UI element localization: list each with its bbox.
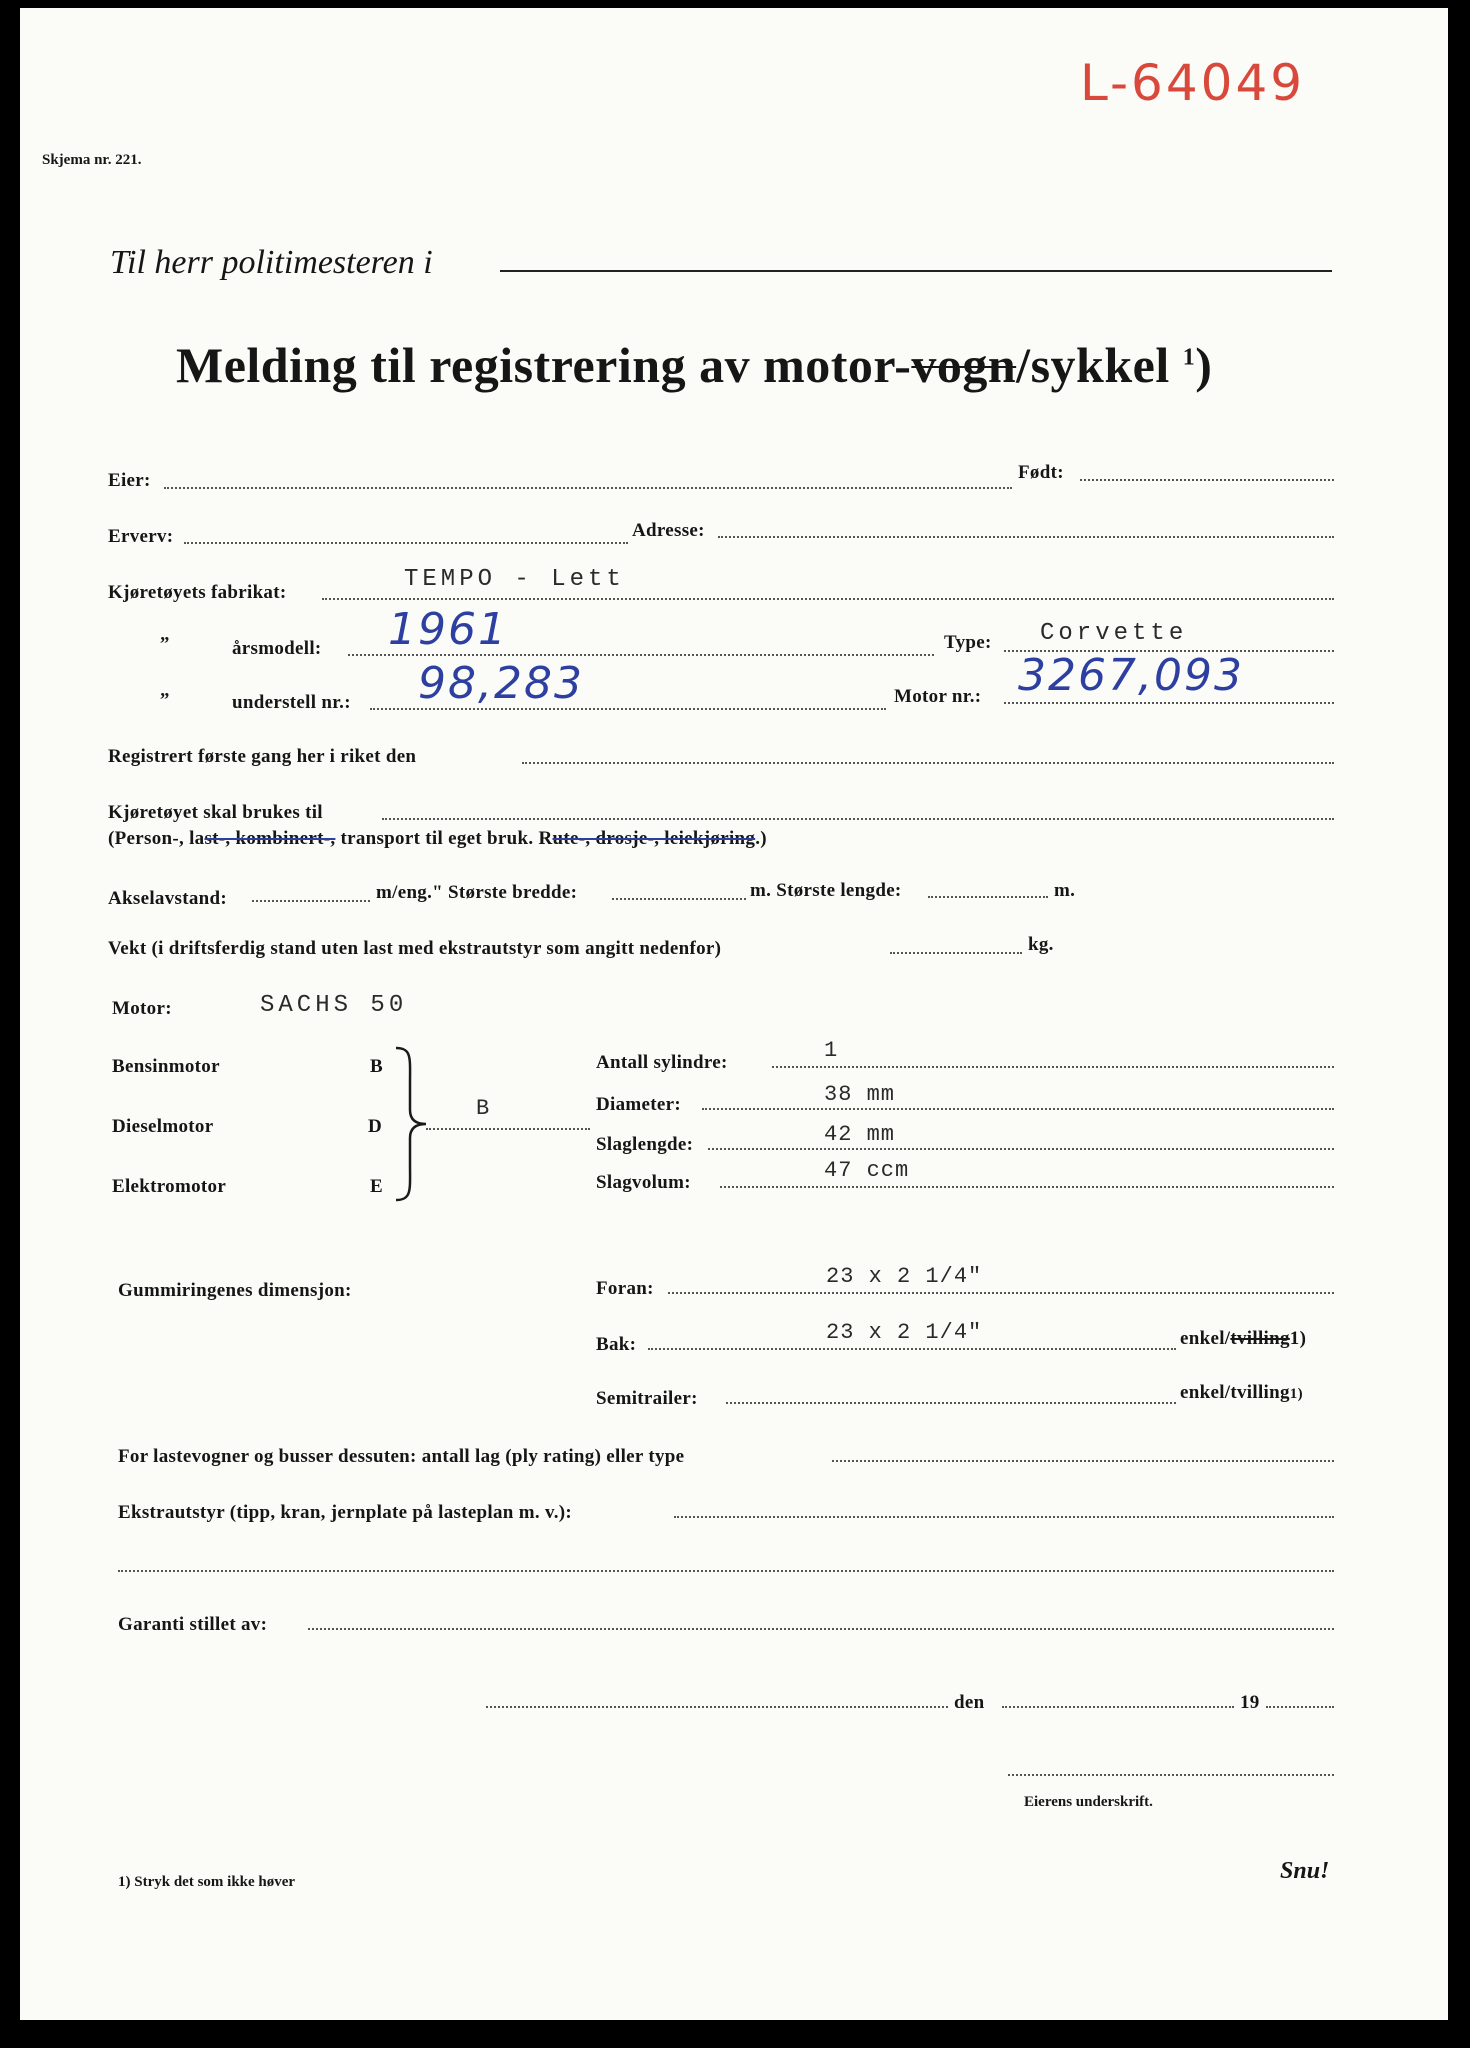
line-lastevogner (832, 1460, 1334, 1462)
usage-d-struck: ute-, drosje-, leiekjøring (552, 828, 756, 849)
line-brukes (382, 818, 1334, 820)
label-kg: kg. (1028, 934, 1054, 955)
line-place (486, 1706, 948, 1708)
label-arsmodell: årsmodell: (232, 638, 322, 659)
form-sheet (20, 8, 1448, 2020)
usage-b-struck: st-, kombinert-, (204, 828, 336, 849)
label-slagvolum: Slagvolum: (596, 1172, 691, 1193)
line-registrert (522, 762, 1334, 764)
line-diameter (702, 1108, 1334, 1110)
label-vekt: Vekt (i driftsferdig stand uten last med ekstrautstyr som angitt nedenfor) (108, 938, 722, 959)
line-vekt (890, 952, 1022, 954)
semi-suffix-sup: 1) (1289, 1386, 1303, 1402)
line-eier (164, 487, 1012, 489)
label-foran: Foran: (596, 1278, 654, 1299)
value-motor: SACHS 50 (260, 992, 408, 1019)
line-year (1266, 1706, 1334, 1708)
label-erverv: Erverv: (108, 526, 174, 547)
label-m-end: m. (1054, 880, 1076, 901)
line-arsmodell (348, 654, 934, 656)
turn-over-note: Snu! (1280, 1858, 1330, 1884)
label-lengde: m. Største lengde: (750, 880, 902, 901)
label-semitrailer: Semitrailer: (596, 1388, 698, 1409)
label-year-prefix: 19 (1240, 1692, 1260, 1713)
label-brukes: Kjøretøyet skal brukes til (108, 802, 323, 823)
title-struck: vogn (911, 337, 1017, 393)
line-slagvolum (720, 1186, 1334, 1188)
label-garanti: Garanti stillet av: (118, 1614, 268, 1635)
engine-selected: B (476, 1096, 491, 1121)
label-fabrikat: Kjøretøyets fabrikat: (108, 582, 287, 603)
label-registrert: Registrert første gang her i riket den (108, 746, 417, 767)
label-fodt: Født: (1018, 462, 1064, 483)
semi-suffix-text: enkel/tvilling (1180, 1382, 1290, 1403)
engine-type-elektro: Elektromotor (112, 1176, 227, 1197)
line-date (1002, 1706, 1234, 1708)
label-den: den (954, 1692, 985, 1713)
label-bredde: m/eng." Største bredde: (376, 882, 578, 903)
value-sylindre: 1 (824, 1038, 839, 1063)
label-lastevogner: For lastevogner og busser dessuten: antall lag (ply rating) eller type (118, 1446, 685, 1467)
label-diameter: Diameter: (596, 1094, 681, 1115)
label-aksel: Akselavstand: (108, 888, 227, 909)
engine-code-e: E (370, 1176, 383, 1197)
addressee-label: Til herr politimesteren i (110, 244, 433, 281)
label-eier: Eier: (108, 470, 151, 491)
line-understell (370, 708, 886, 710)
archive-number: L-64049 (1080, 54, 1306, 112)
value-bak: 23 x 2 1/4" (826, 1320, 983, 1345)
bak-suffix-sup: 1) (1289, 1328, 1307, 1349)
label-ekstrautstyr: Ekstrautstyr (tipp, kran, jernplate på lasteplan m. v.): (118, 1502, 572, 1523)
engine-code-d: D (368, 1116, 383, 1137)
label-type: Type: (944, 632, 992, 653)
line-erverv (184, 542, 628, 544)
title-main: Melding til registrering av motor- (176, 337, 912, 393)
value-foran: 23 x 2 1/4" (826, 1264, 983, 1289)
label-slaglengde: Slaglengde: (596, 1134, 694, 1155)
label-bak: Bak: (596, 1334, 637, 1355)
value-slagvolum: 47 ccm (824, 1158, 910, 1183)
engine-type-bensin: Bensinmotor (112, 1056, 220, 1077)
line-sylindre (772, 1066, 1334, 1068)
label-adresse: Adresse: (632, 520, 705, 541)
line-adresse (718, 536, 1334, 538)
line-engine-selected (426, 1128, 590, 1130)
value-slaglengde: 42 mm (824, 1122, 896, 1147)
line-ekstrautstyr (674, 1516, 1334, 1518)
engine-type-diesel: Dieselmotor (112, 1116, 214, 1137)
label-motor-nr: Motor nr.: (894, 686, 982, 707)
line-bak (648, 1348, 1176, 1350)
form-title (176, 336, 1212, 394)
value-motor-nr: 3267,093 (1018, 650, 1244, 701)
bak-suffix (1180, 1328, 1306, 1350)
label-sylindre: Antall sylindre: (596, 1052, 728, 1073)
value-type: Corvette (1040, 620, 1188, 647)
line-garanti (308, 1628, 1334, 1630)
usage-c: transport til eget bruk. R (335, 828, 553, 849)
bak-suffix-enkel: enkel/ (1180, 1328, 1231, 1349)
line-fodt (1080, 479, 1334, 481)
line-bredde (612, 898, 746, 900)
usage-options (108, 828, 767, 850)
semi-suffix (1180, 1382, 1303, 1404)
line-semitrailer (726, 1402, 1176, 1404)
quote-understell: „ (160, 680, 170, 701)
usage-e: .) (755, 828, 767, 849)
quote-arsmodell: „ (160, 624, 170, 645)
usage-a: (Person-, la (108, 828, 205, 849)
title-sup: 1 (1182, 344, 1196, 371)
title-close: ) (1195, 337, 1213, 393)
label-motor: Motor: (112, 998, 172, 1019)
footnote: 1) Stryk det som ikke høver (118, 1874, 296, 1890)
engine-code-b: B (370, 1056, 383, 1077)
title-end: /sykkel (1016, 337, 1170, 393)
line-aksel (252, 900, 370, 902)
bak-suffix-tvilling-struck: tvilling (1230, 1328, 1290, 1349)
line-lengde (928, 896, 1048, 898)
line-ekstrautstyr-2 (118, 1570, 1334, 1572)
label-signature: Eierens underskrift. (1024, 1794, 1153, 1810)
value-understell: 98,283 (418, 658, 584, 709)
line-foran (668, 1292, 1334, 1294)
line-motor-nr (1004, 702, 1334, 704)
engine-brace-icon (392, 1044, 432, 1204)
line-fabrikat (322, 598, 1334, 600)
line-slaglengde (708, 1148, 1334, 1150)
form-number: Skjema nr. 221. (42, 152, 142, 168)
line-signature (1008, 1774, 1334, 1776)
label-understell: understell nr.: (232, 692, 351, 713)
value-fabrikat: TEMPO - Lett (404, 566, 625, 593)
addressee-line (500, 270, 1332, 272)
label-tires: Gummiringenes dimensjon: (118, 1280, 352, 1301)
value-arsmodell: 1961 (388, 604, 508, 655)
value-diameter: 38 mm (824, 1082, 896, 1107)
